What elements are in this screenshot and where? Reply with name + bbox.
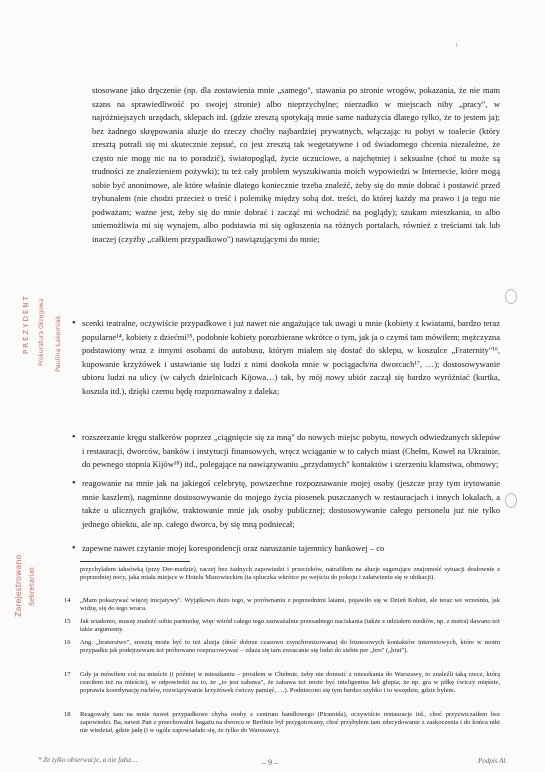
footnote-text: Ang. „braterstwo", zresztą może być to też aluzja (dość dobrze czasowo zsynchronizowana) do biznesowych kontaktów internetowych, które w moim przypadku jak podejrzewam też próbowano rozpracowywać – zdaza się tam zwracanie się ludzi do siebie per „bro" („brat"). [80, 639, 500, 655]
footnote-text: „Mam pokazywać więcej inicjatywy". Wyjątkowo dużo tego, w porównaniu z poprzednimi latami, pojawiło się w Dzień Kobiet, ale teraz we wrześniu, jak widzę, się do tego wraca. [80, 597, 500, 613]
footnote-text: Gdy ja mówiłem coś na mieście (i później w mieszkaniu – prosiłem w Chełmie, żeby nie donosić z mieszkania do Warszawy, to znaleźli taką rzecz, którą rzuciłem też na mieście), w odpowiedzi na to, że „to jest zabawa", że zabawa też może być inteligentna lub głupia; że np. gra w piłkę ćwiczy mięśnie, poprawia koordynację ruchów, rozwiązywanie krzyżówek ćwiczy pamięć, …). Podniecono się tym bardzo szybko i to wszędzie, gdzie byłem. [80, 671, 500, 695]
bullet-4-text: zapewne nawet czytanie mojej korespondencji oraz naruszanie tajemnicy bankowej – co [82, 543, 385, 553]
footnote-number: 15 [64, 618, 71, 625]
footnote-15 [64, 618, 500, 634]
stamp-prezydent: PREZYDENT [22, 294, 30, 354]
paragraph-1: stosowane jako dręczenie (np. dla zostawienia mnie „samego", stawania po stronie wrogów, pokazania, że nie mam szans na sprawiedliwość po swojej stronie) albo nieprzychylne; nierzadko w miejscach niby „pracy", w najróżniejszych urzędach, sklepach itd. (gdzie zresztą spotykają mnie same nadużycia dlatego tylko, że to jestem ja); bez żadnego skrępowania aluzje do rzeczy choćby najbardziej prywatnych, włączając tu pobyt w toalecie (który zresztą potrafi się mi skutecznie zepsuć, co jest zresztą tak wegetatywne i od świadomego chcenia niezależne, że często nie mogę nic na to poradzić), światopogląd, życie uczuciowe, a najchętniej i seksualne (choć tu może są trudności ze znalezieniem pożywki); tu też cały problem wyszukiwania moich wypowiedzi w Internecie, które mogą sobie być anonimowe, ale które właśnie dlatego koniecznie trzeba znaleźć, żeby się do mnie dobrać i postawić przed trybunałem (nie chodzi przecież o treść i polemikę między sobą dot. treści, do której każdy ma prawo i ja tego nie podważam; ważne jest, żeby się do mnie dobrać i zacząć mi wchodzić na poglądy); szukam mieszkania, to albo uniemożliwia mi się wynajem, albo podstawia mi się ogłoszenia na różnych portalach, również z treściami tak lub inaczej (czyżby „całkiem przypadkowo") nawiązującymi do mnie; [92, 85, 500, 244]
footnote-17 [64, 671, 500, 696]
bullet-dot: • [72, 543, 76, 554]
footnote-18 [64, 711, 500, 736]
footnote-number: 17 [64, 671, 71, 678]
footnote-number: 18 [64, 711, 71, 718]
stamp-registered: Zarejestrowano [14, 554, 23, 617]
bullet-1-text: scenki teatralne, oczywiście przypadkowe i już nawet nie angażujące tak uwagi u mnie (kobiety z kwiatami, bardzo teraz popularne¹⁴, kobiety z dziećmi¹⁵, podobnie kobiety porozbierane wkrótce o tym, jak ja o czymś tam mówiłem; mężczyzna podstawiony wraz z innymi osobami do autobusu, którym miałem się dostać do sklepu, w koszulce „Fraternity"¹⁶, kupowanie krzyżówek i ustawianie się ludzi z nimi dookoła mnie w pociągach/na dworcach¹⁷, …); dostosowywanie ubioru ludzi na ulicy (w całych dzielnicach Kijowa…) tak, by mój nowy ubiór zaczął się bardzo wyróżniać (kurtka, koszula itd.), dzięki czemu będę rozpoznawalny z daleka; [82, 318, 500, 396]
footnote-text: Jak wiadomo, muszę znaleźć sobie partnerkę, więc wśród całego tego zauważalnie przesadnego naciskania (także z udziałem mediów, np. z metra) dawano też takie argumenty. [80, 618, 500, 634]
footnote-number: 14 [64, 597, 71, 604]
bullet-1 [72, 317, 500, 398]
bullet-dot: • [72, 478, 76, 489]
footnote-14 [64, 597, 500, 613]
handwritten-note: * Ze tylko obserwacje, a nie fałsz… [38, 756, 138, 764]
bullet-dot: • [72, 318, 76, 329]
footnote-divider [80, 561, 190, 562]
top-mark: ł [456, 43, 458, 49]
footnote-16 [64, 639, 500, 655]
page-number: – 9 – [262, 758, 278, 767]
bullet-2 [72, 431, 500, 472]
footnote-continued [80, 566, 500, 582]
bullet-4 [72, 542, 500, 556]
footnote-number: 16 [64, 639, 71, 646]
handwritten-signature: Podpis Al. [478, 757, 508, 765]
bullet-3 [72, 477, 500, 531]
stamp-secretariat: Sekretariat [28, 567, 36, 606]
footnote-text: Reagowały tam na mnie nawet przypadkowe chyba osoby z centrum handlowego (Piramida), oczywiście restauracje itd., choć przyzwiczaiłem bez zapowiedzi. Ba, nawet Pan z przechowalni bagażu na dworcu w Berlinie był przygotowany, choć przybyłem tam zdecydowanie z zaskoczenia i do końca nikt nie wiedział, gdzie jadę (i w ogóle zapowiadało się, że tylko do Warszawy). [80, 711, 500, 735]
footnote-text: przychylałem taksówką (przy Der-medzie), raczej bez żadnych zapowiedzi i przecieków, natrafiłem na aluzje sugerujące znajomość sytuacji dosłownie z poprzedniej nocy, jaka miała miejsce w Hotelu Mazowieckim (ta spluczka wkrótce po wejściu do pokoju i załatwieniu się w ubikacji). [80, 566, 500, 582]
punch-hole [505, 493, 517, 508]
bullet-3-text: reagowanie na mnie jak na jakiegoś celebrytę, powszechne rozpoznawanie mojej osoby (jeszcze przy tym irytowanie mnie kaszlem), nagminne dostosowywanie do mojego życia piosenek puszczanych w restauracjach i innych lokalach, a także u ulicznych grajków, traktowanie mnie jak osoby publicznej; dostosowywanie całego personelu już nie tylko jednego obiektu, ale np. całego dworca, by się mną podniecał; [82, 478, 500, 529]
stamp-prokuratura: Prokuratura Okręgowa [38, 298, 45, 366]
bullet-2-text: rozszerzanie kręgu stalkerów poprzez „ciągnięcie się za mną" do nowych miejsc pobytu, nowych odwiedzanych sklepów i restauracji, dworców, banków i instytucji finansowych, wręcz wciąganie w to całych miast (Chełm, Kowel na Ukrainie, do pewnego stopnia Kijów¹⁸) itd., polegające na nawiązywaniu „przydatnych" kontaktów i szerzeniu kłamstwa, obmowy; [82, 432, 500, 469]
bullet-dot: • [72, 432, 76, 443]
stamp-signature: Paulina Łakomiak [54, 315, 62, 372]
punch-hole [505, 289, 517, 304]
